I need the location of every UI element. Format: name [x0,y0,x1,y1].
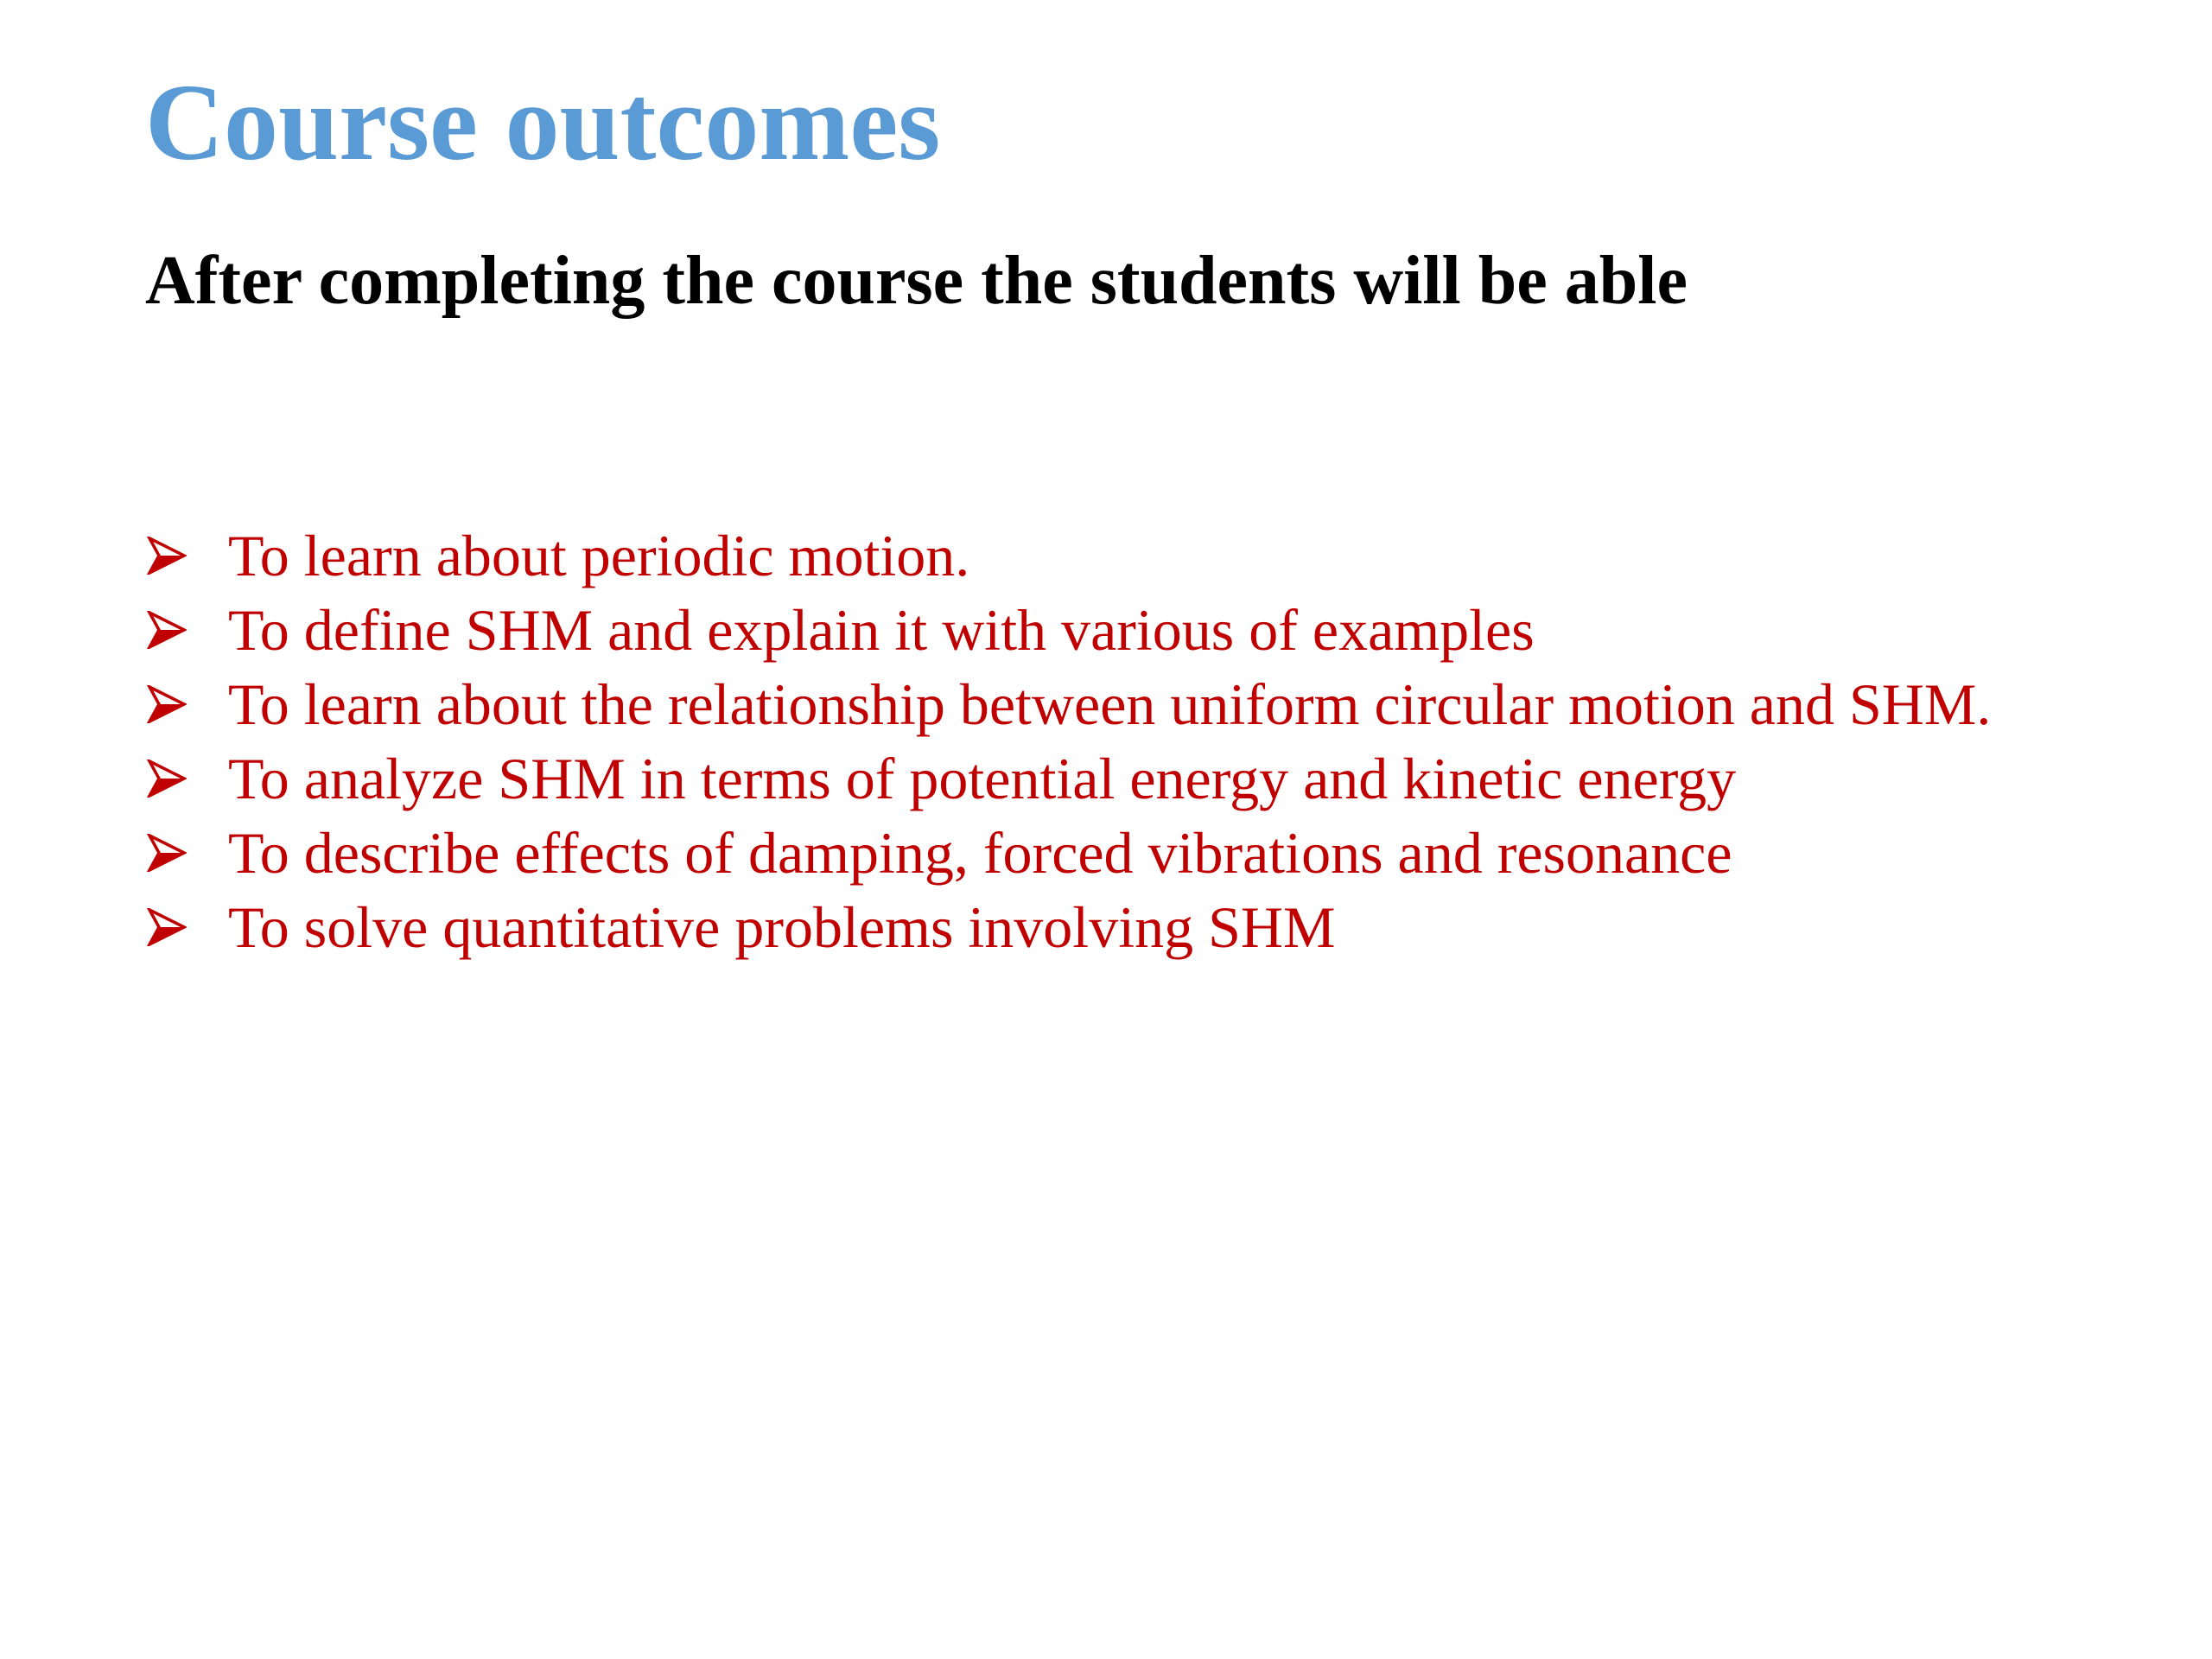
outcome-text: To learn about the relationship between uniform circular motion and SHM. [228,671,1992,737]
outcomes-list [145,518,2089,1001]
outcome-text: To define SHM and explain it with various of examples [228,597,1535,663]
outcome-item [145,853,2089,1001]
outcome-text: To learn about periodic motion. [228,523,970,588]
arrowhead-bullet-icon [147,853,190,1001]
outcome-text: To solve quantitative problems involving SHM [228,894,1336,960]
outcome-text: To analyze SHM in terms of potential energy and kinetic energy [228,746,1737,811]
slide-title: Course outcomes [145,63,941,183]
outcome-text: To describe effects of damping, forced vibrations and resonance [228,820,1732,886]
slide-subtitle: After completing the course the students will be able [145,243,1688,319]
